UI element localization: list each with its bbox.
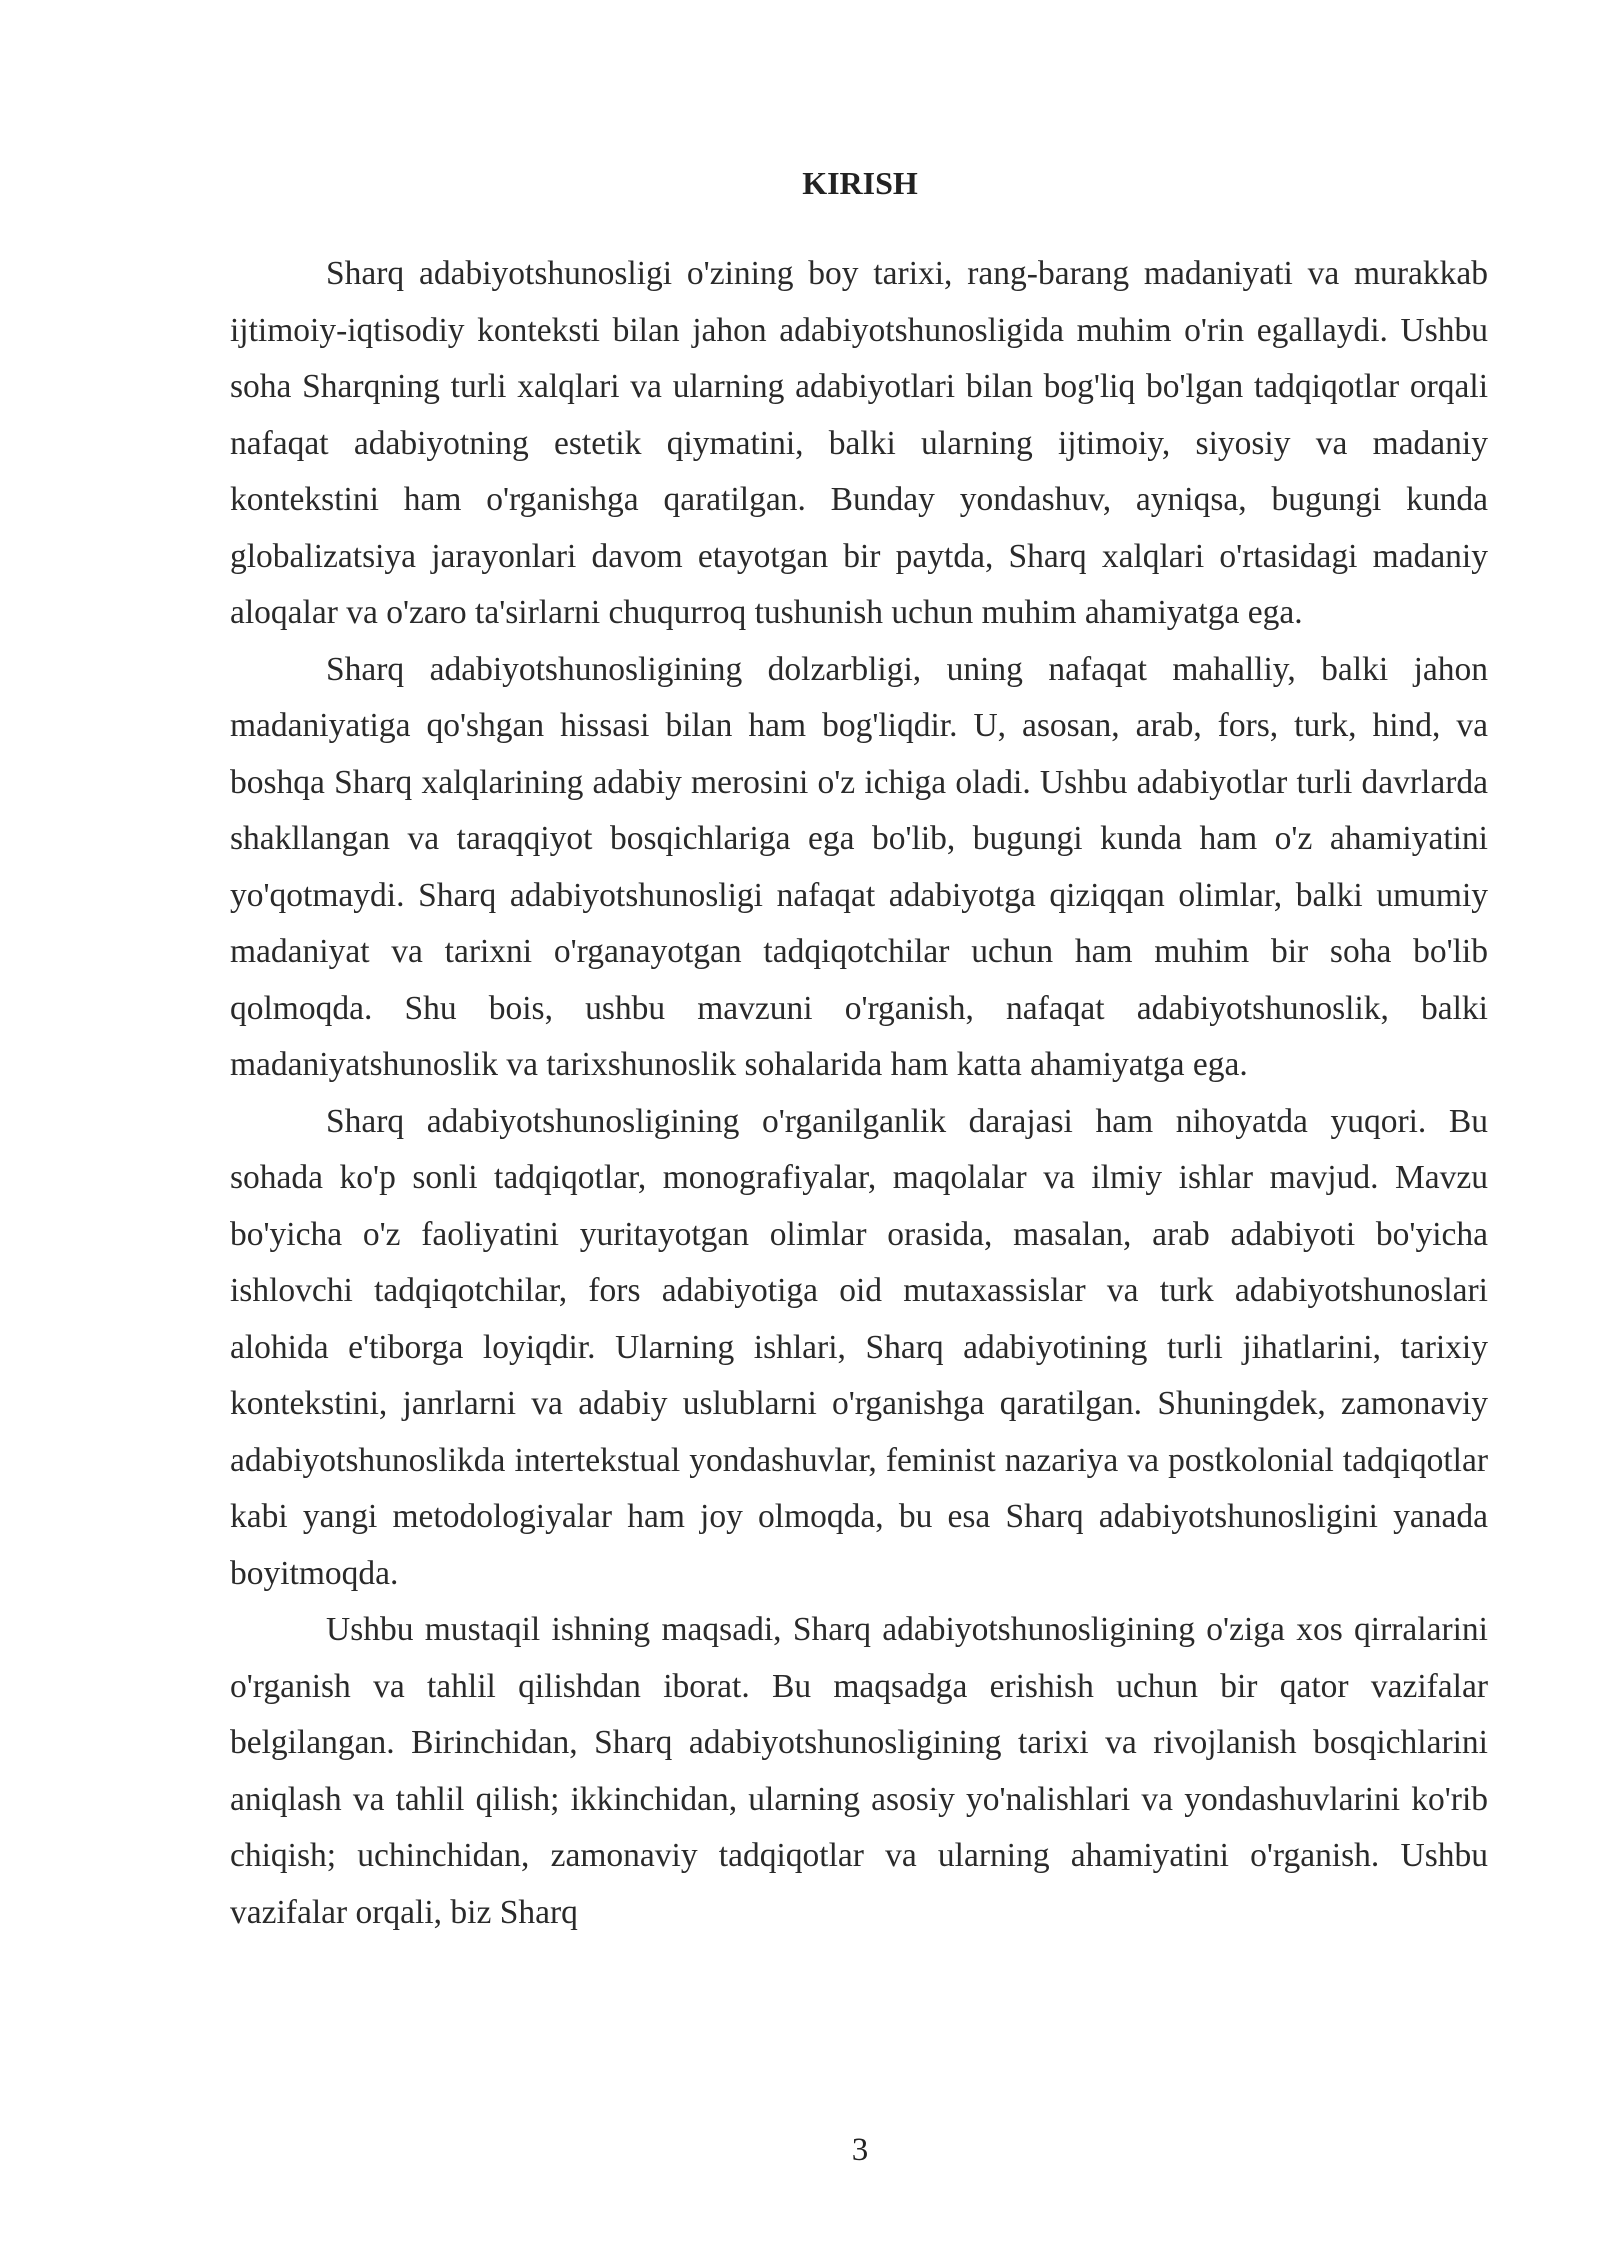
document-body — [230, 246, 1488, 1941]
paragraph-3: Sharq adabiyotshunosligining o'rganilganlik darajasi ham nihoyatda yuqori. Bu sohada ko'p sonli tadqiqotlar, monografiyalar, maqolalar va ilmiy ishlar mavjud. Mavzu bo'yicha o'z faoliyatini yuritayotgan olimlar orasida, masalan, arab adabiyoti bo'yicha ishlovchi tadqiqotchilar, fors adabiyotiga oid mutaxassislar va turk adabiyotshunoslari alohida e'tiborga loyiqdir. Ularning ishlari, Sharq adabiyotining turli jihatlarini, tarixiy kontekstini, janrlarni va adabiy uslublarni o'rganishga qaratilgan. Shuningdek, zamonaviy adabiyotshunoslikda intertekstual yondashuvlar, feminist nazariya va postkolonial tadqiqotlar kabi yangi metodologiyalar ham joy olmoqda, bu esa Sharq adabiyotshunosligini yanada boyitmoqda. — [230, 1102, 1488, 1592]
paragraph-2: Sharq adabiyotshunosligining dolzarbligi, uning nafaqat mahalliy, balki jahon madaniyatiga qo'shgan hissasi bilan ham bog'liqdir. U, asosan, arab, fors, turk, hind, va boshqa Sharq xalqlarining adabiy merosini o'z ichiga oladi. Ushbu adabiyotlar turli davrlarda shakllangan va taraqqiyot bosqichlariga ega bo'lib, bugungi kunda ham o'z ahamiyatini yo'qotmaydi. Sharq adabiyotshunosligi nafaqat adabiyotga qiziqqan olimlar, balki umumiy madaniyat va tarixni o'rganayotgan tadqiqotchilar uchun ham muhim bir soha bo'lib qolmoqda. Shu bois, ushbu mavzuni o'rganish, nafaqat adabiyotshunoslik, balki madaniyatshunoslik va tarixshunoslik sohalarida ham katta ahamiyatga ega. — [230, 650, 1488, 1083]
page-title: KIRISH — [802, 165, 918, 201]
paragraph-1: Sharq adabiyotshunosligi o'zining boy tarixi, rang-barang madaniyati va murakkab ijtimoiy-iqtisodiy konteksti bilan jahon adabiyotshunosligida muhim o'rin egallaydi. Ushbu soha Sharqning turli xalqlari va ularning adabiyotlari bilan bog'liq bo'lgan tadqiqotlar orqali nafaqat adabiyotning estetik qiymatini, balki ularning ijtimoiy, siyosiy va madaniy kontekstini ham o'rganishga qaratilgan. Bunday yondashuv, ayniqsa, bugungi kunda globalizatsiya jarayonlari davom etayotgan bir paytda, Sharq xalqlari o'rtasidagi madaniy aloqalar va o'zaro ta'sirlarni chuqurroq tushunish uchun muhim ahamiyatga ega. — [230, 255, 1488, 631]
page-number: 3 — [851, 2132, 869, 2168]
paragraph-4: Ushbu mustaqil ishning maqsadi, Sharq adabiyotshunosligining o'ziga xos qirralarini o'rganish va tahlil qilishdan iborat. Bu maqsadga erishish uchun bir qator vazifalar belgilangan. Birinchidan, Sharq adabiyotshunosligining tarixi va rivojlanish bosqichlarini aniqlash va tahlil qilish; ikkinchidan, ularning asosiy yo'nalishlari va yondashuvlarini ko'rib chiqish; uchinchidan, zamonaviy tadqiqotlar va ularning ahamiyatini o'rganish. Ushbu vazifalar orqali, biz Sharq — [230, 1611, 1488, 1931]
